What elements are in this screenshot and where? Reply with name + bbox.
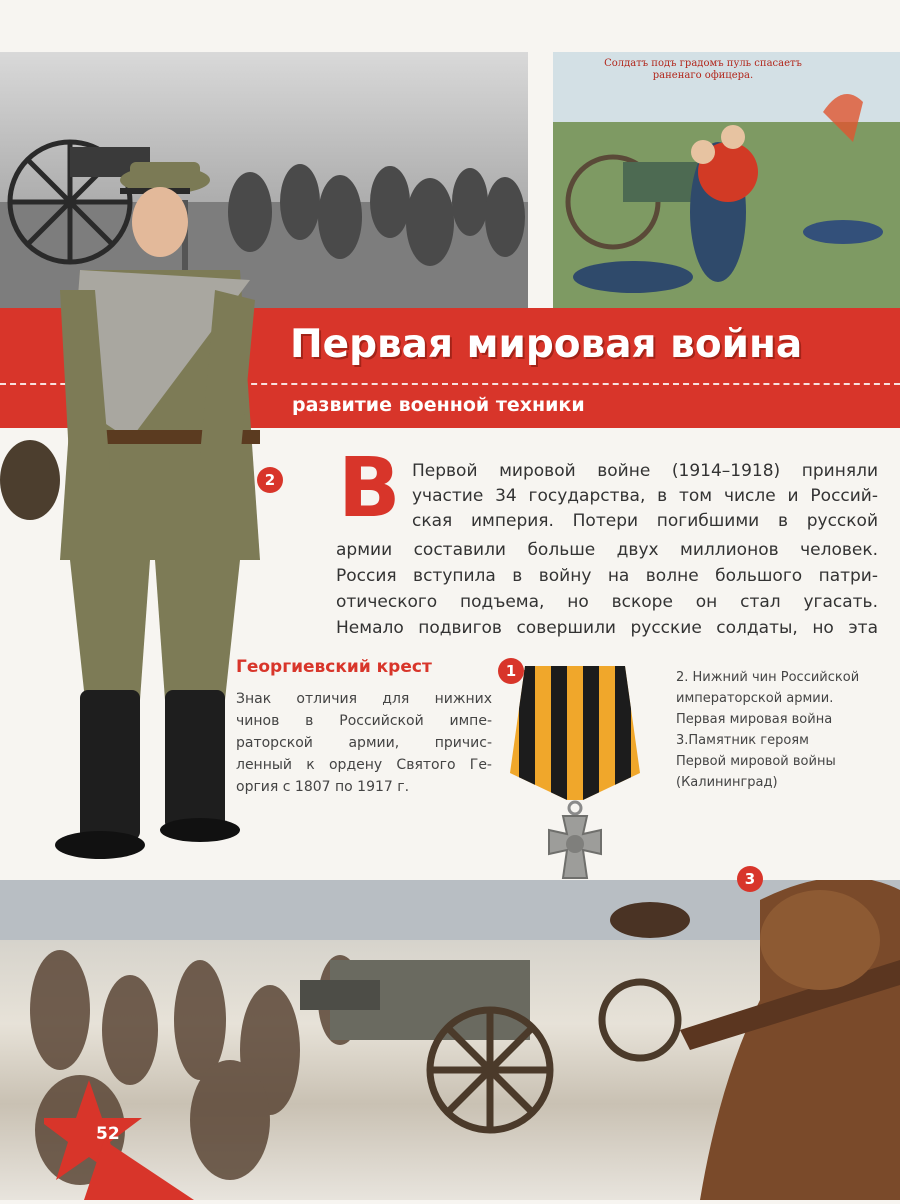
page-number: 52	[96, 1124, 120, 1144]
page-title: Первая мировая война	[290, 322, 803, 367]
georgiy-line-4: ленный к ордену Святого Ге-	[236, 757, 492, 773]
georgiy-line-2: чинов в Российской импе-	[236, 713, 492, 729]
georgiy-line-5: оргия с 1807 по 1917 г.	[236, 779, 410, 795]
marker-3: 3	[737, 866, 763, 892]
intro-line-5: Россия вступила в войну на волне большого патри-	[336, 566, 878, 586]
caption-line-1: 2. Нижний чин Российской	[676, 670, 860, 685]
caption-line-3: Первая мировая война	[676, 712, 833, 727]
st-george-cross-medal	[505, 658, 645, 883]
intro-line-1: Первой мировой войне (1914–1918) приняли	[412, 461, 878, 481]
caption-line-2: императорской армии.	[676, 691, 834, 706]
historic-poster-rescue	[553, 52, 900, 308]
poster-caption: Солдатъ подъ градомъ пуль спасаетъ раненаго офицера.	[604, 58, 802, 81]
caption-line-5: Первой мировой войны	[676, 754, 836, 769]
caption-line-4: 3.Памятник героям	[676, 733, 809, 748]
intro-line-7: Немало подвигов совершили русские солдаты, но эта	[336, 618, 878, 638]
georgiy-cross-text	[236, 688, 492, 798]
georgiy-line-3: раторской армии, причис-	[236, 735, 492, 751]
georgiy-cross-title: Георгиевский крест	[236, 657, 432, 677]
marker-1: 1	[498, 658, 524, 684]
intro-line-6: отического подъема, но вскоре он стал угасать.	[336, 592, 878, 612]
drop-cap: В	[338, 441, 401, 536]
figure-captions	[676, 667, 898, 793]
caption-line-6: (Калининград)	[676, 775, 778, 790]
page-subtitle: развитие военной техники	[292, 394, 585, 416]
georgiy-line-1: Знак отличия для нижних	[236, 691, 492, 707]
marker-2: 2	[257, 467, 283, 493]
intro-line-3: ская империя. Потери погибшими в русской	[412, 511, 878, 531]
intro-line-2: участие 34 государства, в том числе и Россий-	[412, 486, 878, 506]
intro-line-4: армии составили больше двух миллионов человек.	[336, 540, 878, 560]
